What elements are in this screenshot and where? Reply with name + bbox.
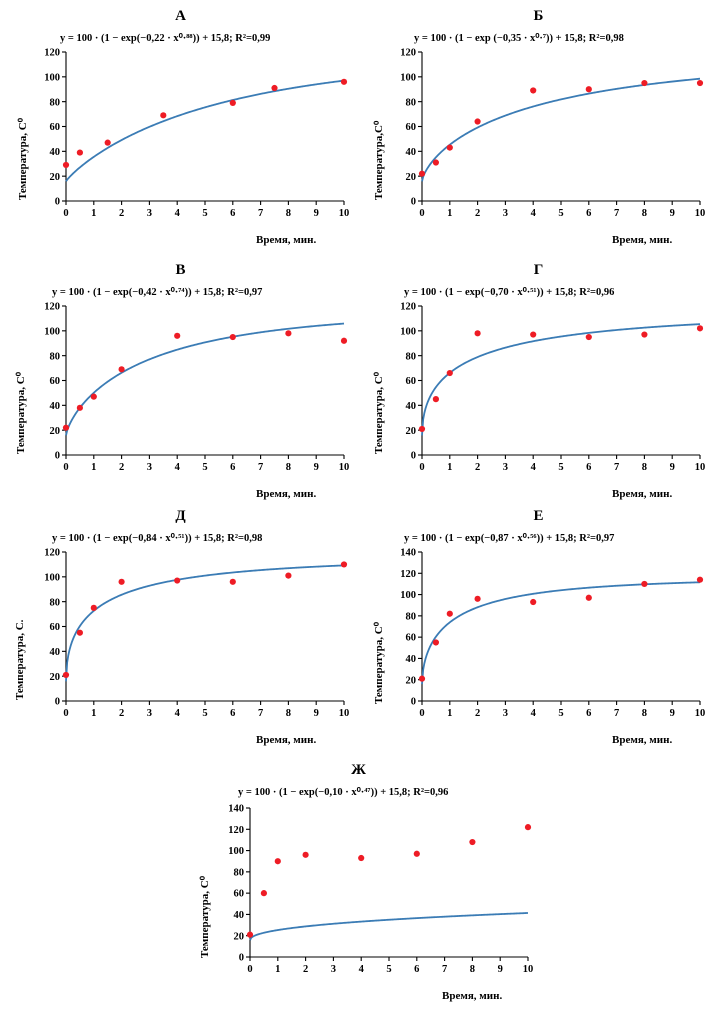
svg-text:40: 40 <box>405 146 416 158</box>
svg-text:0: 0 <box>419 462 425 473</box>
panel-title-zh: Ж <box>351 762 366 778</box>
y-axis-label-d: Температура, С. <box>14 619 26 700</box>
svg-text:100: 100 <box>44 326 60 338</box>
svg-text:100: 100 <box>44 72 60 84</box>
svg-text:4: 4 <box>174 208 180 219</box>
equation-annotation-g: y = 100 · (1 − exp(−0,70 · x⁰·⁵¹)) + 15,8; R²=0,96 <box>404 287 615 298</box>
svg-text:2: 2 <box>474 208 481 219</box>
svg-text:80: 80 <box>233 867 244 879</box>
svg-text:9: 9 <box>313 462 319 473</box>
x-axis-label-zh: Время, мин. <box>442 990 503 1002</box>
y-axis-label-b: Температура,С⁰ <box>373 120 385 200</box>
svg-text:0: 0 <box>54 696 60 708</box>
svg-text:80: 80 <box>49 597 60 609</box>
svg-text:80: 80 <box>405 97 416 109</box>
chart-panel-b <box>366 8 711 253</box>
svg-text:40: 40 <box>405 400 416 412</box>
svg-text:2: 2 <box>118 708 125 719</box>
svg-text:8: 8 <box>641 208 648 219</box>
svg-text:20: 20 <box>49 171 60 183</box>
svg-text:60: 60 <box>49 622 60 634</box>
svg-text:3: 3 <box>146 462 153 473</box>
svg-text:10: 10 <box>338 708 350 719</box>
equation-annotation-d: y = 100 · (1 − exp(−0,84 · x⁰·⁵¹)) + 15,8; R²=0,98 <box>52 533 263 544</box>
plot-area-a <box>32 24 352 229</box>
svg-text:5: 5 <box>386 964 392 975</box>
svg-text:4: 4 <box>174 708 180 719</box>
svg-text:100: 100 <box>228 846 244 858</box>
y-axis-label-zh: Температура, С⁰ <box>199 875 211 958</box>
y-axis-label-e: Температура, С⁰ <box>373 621 385 704</box>
plot-area-d <box>32 524 352 729</box>
svg-text:120: 120 <box>228 824 244 836</box>
svg-text:3: 3 <box>146 208 153 219</box>
svg-text:20: 20 <box>49 425 60 437</box>
svg-text:8: 8 <box>641 462 648 473</box>
svg-text:20: 20 <box>405 675 416 687</box>
svg-text:6: 6 <box>230 208 236 219</box>
svg-text:7: 7 <box>257 208 264 219</box>
svg-text:60: 60 <box>49 376 60 388</box>
svg-text:7: 7 <box>441 964 448 975</box>
svg-text:0: 0 <box>63 708 69 719</box>
svg-text:60: 60 <box>405 376 416 388</box>
svg-text:6: 6 <box>586 462 592 473</box>
plot-area-zh <box>216 780 536 985</box>
svg-text:60: 60 <box>49 122 60 134</box>
svg-text:6: 6 <box>414 964 420 975</box>
svg-text:5: 5 <box>202 462 208 473</box>
svg-text:0: 0 <box>419 708 425 719</box>
svg-text:120: 120 <box>44 47 60 59</box>
svg-text:40: 40 <box>405 654 416 666</box>
svg-text:120: 120 <box>400 47 416 59</box>
svg-text:8: 8 <box>285 208 292 219</box>
svg-text:20: 20 <box>49 671 60 683</box>
svg-text:10: 10 <box>338 462 350 473</box>
svg-text:80: 80 <box>405 351 416 363</box>
svg-text:6: 6 <box>586 208 592 219</box>
svg-text:100: 100 <box>400 72 416 84</box>
svg-text:5: 5 <box>558 708 564 719</box>
svg-text:8: 8 <box>285 462 292 473</box>
svg-text:40: 40 <box>49 146 60 158</box>
x-axis-label-e: Время, мин. <box>612 734 673 746</box>
svg-text:20: 20 <box>405 425 416 437</box>
svg-text:1: 1 <box>275 964 281 975</box>
x-axis-label-v: Время, мин. <box>256 488 317 500</box>
y-axis-label-g: Температура, С⁰ <box>373 371 385 454</box>
svg-text:0: 0 <box>410 450 416 462</box>
svg-text:10: 10 <box>694 462 706 473</box>
svg-text:8: 8 <box>285 708 292 719</box>
y-axis-label-a: Температура, С⁰ <box>17 117 29 200</box>
panel-title-g: Г <box>533 262 544 278</box>
svg-text:6: 6 <box>230 462 236 473</box>
equation-annotation-v: y = 100 · (1 − exp(−0,42 · x⁰·⁷⁴)) + 15,8; R²=0,97 <box>52 287 263 298</box>
svg-text:5: 5 <box>558 462 564 473</box>
x-axis-label-b: Время, мин. <box>612 234 673 246</box>
svg-text:2: 2 <box>302 964 309 975</box>
svg-text:2: 2 <box>474 708 481 719</box>
svg-text:6: 6 <box>586 708 592 719</box>
svg-text:1: 1 <box>91 462 97 473</box>
equation-annotation-a: y = 100 · (1 − exp(−0,22 · x⁰·⁸⁸)) + 15,8; R²=0,99 <box>60 33 271 44</box>
svg-text:9: 9 <box>313 708 319 719</box>
svg-text:120: 120 <box>400 301 416 313</box>
svg-text:100: 100 <box>44 572 60 584</box>
plot-area-g <box>388 278 708 483</box>
svg-text:7: 7 <box>257 462 264 473</box>
svg-text:7: 7 <box>613 462 620 473</box>
svg-text:3: 3 <box>146 708 153 719</box>
svg-text:9: 9 <box>669 708 675 719</box>
svg-text:4: 4 <box>530 462 536 473</box>
svg-text:9: 9 <box>313 208 319 219</box>
svg-text:10: 10 <box>522 964 534 975</box>
svg-text:3: 3 <box>502 462 509 473</box>
plot-area-v <box>32 278 352 483</box>
svg-text:60: 60 <box>233 888 244 900</box>
svg-text:5: 5 <box>558 208 564 219</box>
svg-text:120: 120 <box>400 568 416 580</box>
x-axis-label-d: Время, мин. <box>256 734 317 746</box>
svg-text:7: 7 <box>613 708 620 719</box>
panel-title-a: А <box>175 8 186 24</box>
svg-text:40: 40 <box>233 910 244 922</box>
svg-text:6: 6 <box>230 708 236 719</box>
svg-text:1: 1 <box>447 462 453 473</box>
equation-annotation-zh: y = 100 · (1 − exp(−0,10 · x⁰·⁴⁷)) + 15,8; R²=0,96 <box>238 787 449 798</box>
plot-area-e <box>388 524 708 729</box>
panel-title-e: Е <box>533 508 544 524</box>
svg-text:80: 80 <box>49 351 60 363</box>
y-axis-label-v: Температура, С⁰ <box>15 371 27 454</box>
svg-text:0: 0 <box>54 450 60 462</box>
svg-text:0: 0 <box>410 196 416 208</box>
svg-text:0: 0 <box>247 964 253 975</box>
svg-text:100: 100 <box>400 326 416 338</box>
svg-text:4: 4 <box>174 462 180 473</box>
chart-panel-zh <box>186 762 534 1012</box>
svg-text:3: 3 <box>330 964 337 975</box>
svg-text:10: 10 <box>694 708 706 719</box>
panel-title-d: Д <box>175 508 186 524</box>
svg-text:0: 0 <box>63 208 69 219</box>
x-axis-label-g: Время, мин. <box>612 488 673 500</box>
svg-text:3: 3 <box>502 708 509 719</box>
svg-text:1: 1 <box>447 208 453 219</box>
svg-text:7: 7 <box>257 708 264 719</box>
svg-text:0: 0 <box>238 952 244 964</box>
svg-text:0: 0 <box>419 208 425 219</box>
svg-text:2: 2 <box>118 462 125 473</box>
svg-text:140: 140 <box>228 803 244 815</box>
svg-text:5: 5 <box>202 208 208 219</box>
svg-text:80: 80 <box>405 611 416 623</box>
svg-text:4: 4 <box>358 964 364 975</box>
svg-text:5: 5 <box>202 708 208 719</box>
svg-text:1: 1 <box>91 208 97 219</box>
svg-text:1: 1 <box>447 708 453 719</box>
plot-area-b <box>388 24 708 229</box>
svg-text:60: 60 <box>405 122 416 134</box>
svg-text:80: 80 <box>49 97 60 109</box>
svg-text:140: 140 <box>400 547 416 559</box>
svg-text:9: 9 <box>669 462 675 473</box>
svg-text:1: 1 <box>91 708 97 719</box>
svg-text:10: 10 <box>338 208 350 219</box>
svg-text:7: 7 <box>613 208 620 219</box>
svg-text:2: 2 <box>118 208 125 219</box>
svg-text:100: 100 <box>400 590 416 602</box>
svg-text:2: 2 <box>474 462 481 473</box>
svg-text:0: 0 <box>410 696 416 708</box>
chart-panel-v <box>8 262 353 507</box>
svg-text:10: 10 <box>694 208 706 219</box>
svg-text:3: 3 <box>502 208 509 219</box>
x-axis-label-a: Время, мин. <box>256 234 317 246</box>
svg-text:20: 20 <box>405 171 416 183</box>
equation-annotation-b: y = 100 · (1 − exp (−0,35 · x⁰·⁷)) + 15,8; R²=0,98 <box>414 33 624 44</box>
svg-text:120: 120 <box>44 547 60 559</box>
svg-text:9: 9 <box>497 964 503 975</box>
svg-text:4: 4 <box>530 208 536 219</box>
svg-text:9: 9 <box>669 208 675 219</box>
svg-text:120: 120 <box>44 301 60 313</box>
svg-text:8: 8 <box>641 708 648 719</box>
panel-title-b: Б <box>533 8 544 24</box>
svg-text:60: 60 <box>405 632 416 644</box>
chart-panel-g <box>366 262 711 507</box>
chart-panel-d <box>8 508 353 753</box>
chart-panel-e <box>366 508 711 753</box>
svg-text:40: 40 <box>49 646 60 658</box>
svg-text:0: 0 <box>54 196 60 208</box>
panel-title-v: В <box>175 262 186 278</box>
chart-panel-a <box>8 8 353 253</box>
svg-text:0: 0 <box>63 462 69 473</box>
svg-text:20: 20 <box>233 931 244 943</box>
svg-text:4: 4 <box>530 708 536 719</box>
svg-text:40: 40 <box>49 400 60 412</box>
svg-text:8: 8 <box>469 964 476 975</box>
equation-annotation-e: y = 100 · (1 − exp(−0,87 · x⁰·⁵⁶)) + 15,8; R²=0,97 <box>404 533 615 544</box>
